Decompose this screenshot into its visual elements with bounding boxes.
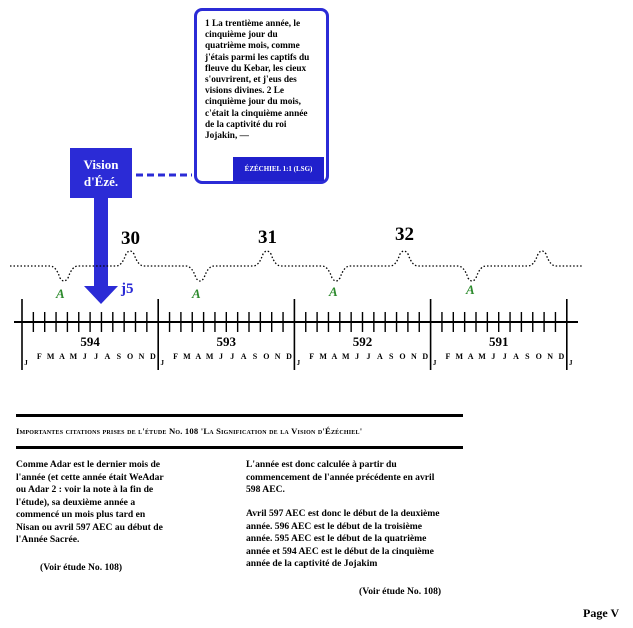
text-line: ou Adar 2 : voir la note à la fin de — [16, 484, 154, 495]
quote-line: de la captivité du roi — [205, 119, 287, 130]
month-label: A — [104, 352, 111, 361]
month-label: S — [116, 352, 122, 361]
text-line: L'année est donc calculée à partir du — [246, 459, 397, 470]
month-labels — [24, 352, 573, 367]
text-line: commencé un mois plus tard en — [16, 509, 146, 520]
peak-label-31: 31 — [258, 227, 277, 248]
right-paragraph-1 — [246, 459, 434, 497]
text-line: 598 AEC. — [246, 484, 285, 495]
month-label: A — [513, 352, 519, 361]
year-label: 591 — [488, 334, 509, 349]
vision-label — [70, 148, 132, 198]
month-label: F — [445, 352, 451, 361]
month-label: M — [69, 352, 78, 361]
quote-line: Jojakin, — — [205, 131, 249, 142]
month-label: D — [286, 352, 292, 361]
month-label: N — [411, 352, 417, 361]
month-label: J — [355, 352, 360, 361]
month-label: S — [252, 352, 258, 361]
month-label: M — [183, 352, 191, 361]
month-label: A — [59, 352, 65, 361]
month-label: J — [491, 352, 496, 361]
page-label: Page V — [583, 606, 620, 620]
quote-line: 1 La trentième année, le — [205, 19, 301, 29]
month-label: J — [24, 359, 28, 367]
left-paragraph — [16, 459, 164, 547]
text-line: commencement de l'année précédente en avril — [246, 471, 435, 483]
month-label: A — [376, 352, 383, 361]
month-label: N — [547, 352, 553, 361]
quote-line: j'étais parmi les captifs du — [205, 52, 310, 63]
quote-line: quatrième mois, comme — [205, 41, 300, 52]
month-label: D — [422, 352, 429, 361]
peak-label-32: 32 — [395, 224, 414, 245]
text-line: Nisan ou avril 597 AEC au début de — [16, 521, 163, 533]
quote-line: cinquième jour du mois, — [205, 97, 301, 108]
month-label: J — [160, 359, 164, 367]
text-line: l'Année Sacrée. — [16, 534, 80, 545]
month-label: J — [218, 352, 223, 361]
month-label: O — [399, 352, 406, 361]
quote-text — [205, 19, 320, 142]
text-line: Avril 597 AEC est donc le début de la deuxième — [246, 508, 440, 519]
year-label: 592 — [352, 334, 373, 349]
month-label: J — [569, 359, 573, 367]
month-label: J — [230, 352, 235, 361]
month-label: O — [263, 352, 270, 361]
month-label: N — [138, 352, 145, 361]
vision-label-line2: d'Ézé. — [83, 174, 119, 189]
month-label: S — [525, 352, 530, 361]
left-note: (Voir étude No. 108) — [40, 562, 123, 573]
a-marker: A — [466, 282, 475, 297]
quote-line: s'ouvrirent, et j'eus des — [205, 75, 297, 86]
a-marker: A — [56, 286, 65, 301]
text-line: année. 595 AEC est le début de la quatrième — [246, 533, 427, 544]
month-label: N — [274, 352, 281, 361]
month-label: F — [36, 352, 42, 361]
vision-label-line1: Vision — [83, 157, 119, 172]
month-label: M — [478, 352, 486, 361]
year-label: 593 — [216, 334, 237, 349]
text-line: l'étude), sa deuxième année a — [16, 496, 136, 508]
citations-heading: Importantes citations prises de l'étude No. 108 'La Signification de la Vision d'Ézéchiel' — [16, 426, 363, 436]
month-label: A — [195, 352, 202, 361]
month-label: A — [331, 352, 338, 361]
quote-reference: ÉZÉCHIEL 1:1 (LSG) — [233, 157, 324, 181]
month-label: J — [502, 352, 507, 361]
a-marker: A — [192, 286, 201, 301]
month-label: F — [309, 352, 315, 361]
quote-line: fleuve du Kebar, les cieux — [205, 63, 307, 74]
month-label: M — [319, 352, 327, 361]
text-line: année et 594 AEC est le début de la cinquième — [246, 545, 434, 557]
month-label: F — [173, 352, 178, 361]
month-label: S — [388, 352, 394, 361]
peak-label-30: 30 — [121, 228, 140, 249]
month-label: J — [94, 352, 99, 361]
month-label: M — [205, 352, 214, 361]
month-label: D — [558, 352, 565, 361]
month-label: M — [46, 352, 55, 361]
month-label: J — [82, 352, 87, 361]
year-label: 594 — [80, 334, 100, 349]
heading-rule-bottom — [16, 446, 463, 449]
month-label: J — [366, 352, 371, 361]
month-label: A — [240, 352, 247, 361]
text-line: l'année (et cette année était WeAdar — [16, 471, 164, 483]
month-label: D — [149, 352, 156, 361]
text-line: Comme Adar est le dernier mois de — [16, 459, 161, 470]
month-label: M — [342, 352, 350, 361]
month-label: J — [432, 359, 437, 367]
quote-line: visions divines. 2 Le — [205, 86, 285, 97]
right-note: (Voir étude No. 108) — [359, 586, 442, 597]
text-line: année de la captivité de Jojakim — [246, 558, 378, 569]
month-label: O — [127, 352, 134, 361]
month-label: A — [467, 352, 474, 361]
text-line: année. 596 AEC est le début de la troisième — [246, 520, 422, 532]
month-label: O — [535, 352, 542, 361]
month-label: M — [455, 352, 464, 361]
quote-box — [194, 8, 329, 184]
day-marker-j5: j5 — [121, 281, 134, 297]
a-marker: A — [329, 284, 338, 299]
heading-rule-top — [16, 414, 463, 417]
quote-line: c'était la cinquième année — [205, 108, 308, 119]
month-label: J — [296, 359, 301, 367]
quote-line: cinquième jour du — [205, 30, 278, 41]
right-paragraph-2 — [246, 508, 440, 571]
